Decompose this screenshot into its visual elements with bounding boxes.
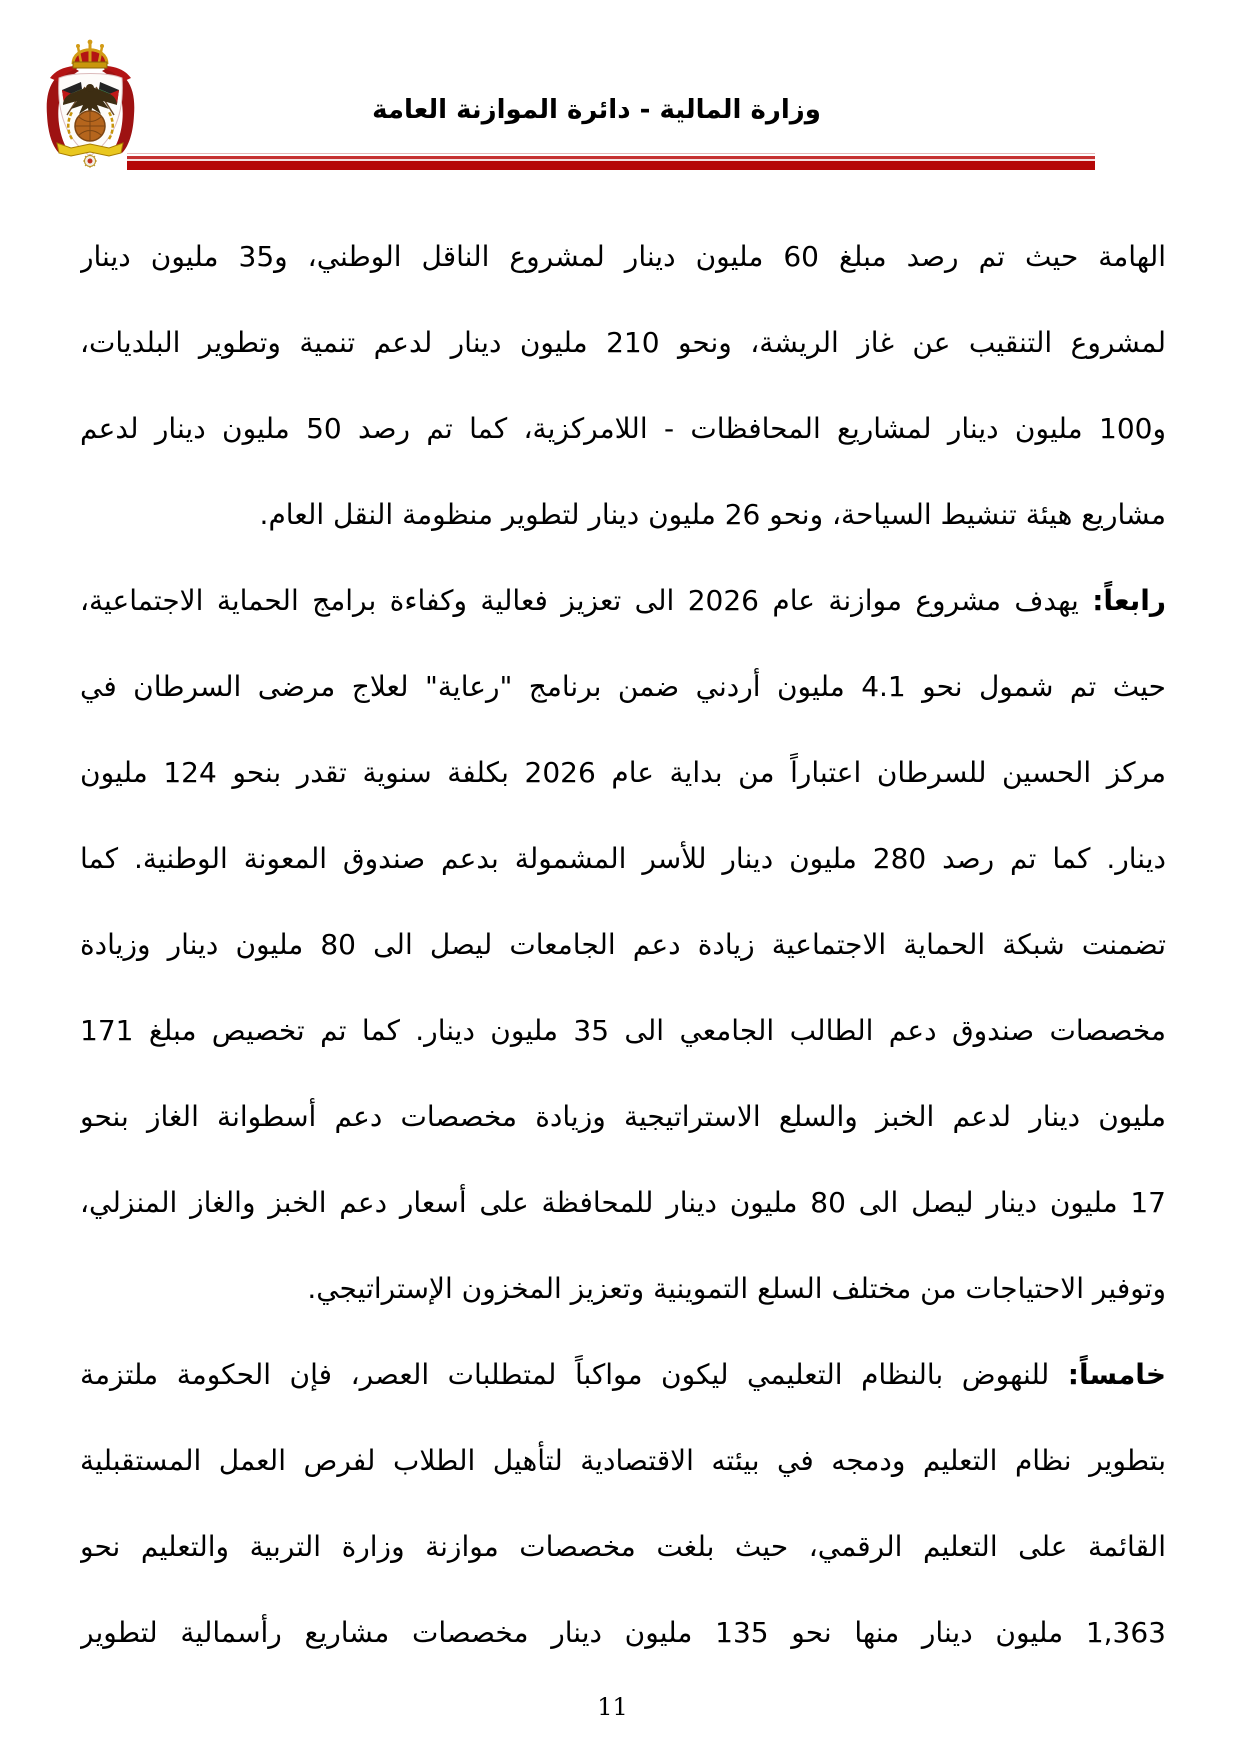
paragraph-line: تضمنت شبكة الحماية الاجتماعية زيادة دعم الجامعات ليصل الى 80 مليون دينار وزيادة — [80, 928, 1166, 961]
paragraph-line: مليون دينار لدعم الخبز والسلع الاستراتيجية وزيادة مخصصات دعم أسطوانة الغاز بنحو — [80, 1100, 1166, 1133]
paragraph-line: 1,363 مليون دينار منها نحو 135 مليون دينار مخصصات مشاريع رأسمالية لتطوير — [80, 1616, 1166, 1649]
line-text: يهدف مشروع موازنة عام 2026 الى تعزيز فعالية وكفاءة برامج الحماية الاجتماعية، — [80, 584, 1093, 617]
paragraph-line: لمشروع التنقيب عن غاز الريشة، ونحو 210 مليون دينار لدعم تنمية وتطوير البلديات، — [80, 326, 1166, 359]
section-marker-fifth: خامساً: — [1067, 1358, 1166, 1391]
paragraph-line — [80, 1332, 1166, 1418]
paragraph-line — [80, 558, 1166, 644]
paragraph-line: مركز الحسين للسرطان اعتباراً من بداية عام 2026 بكلفة سنوية تقدر بنحو 124 مليون — [80, 756, 1166, 789]
paragraph-line: حيث تم شمول نحو 4.1 مليون أردني ضمن برنامج "رعاية" لعلاج مرضى السرطان في — [80, 670, 1166, 703]
paragraph-line: الهامة حيث تم رصد مبلغ 60 مليون دينار لمشروع الناقل الوطني، و35 مليون دينار — [80, 240, 1166, 273]
paragraph-line: 17 مليون دينار ليصل الى 80 مليون دينار للمحافظة على أسعار دعم الخبز والغاز المنزلي، — [80, 1186, 1166, 1219]
section-marker-fourth: رابعاً: — [1092, 584, 1166, 617]
document-body — [80, 214, 1166, 1676]
page-number: 11 — [597, 1693, 628, 1721]
paragraph-line: وتوفير الاحتياجات من مختلف السلع التموينية وتعزيز المخزون الإستراتيجي. — [307, 1272, 1166, 1305]
paragraph-line: دينار. كما تم رصد 280 مليون دينار للأسر المشمولة بدعم صندوق المعونة الوطنية. كما — [80, 842, 1166, 875]
page-header-title: وزارة المالية - دائرة الموازنة العامة — [372, 95, 821, 125]
paragraph-line: القائمة على التعليم الرقمي، حيث بلغت مخصصات موازنة وزارة التربية والتعليم نحو — [80, 1530, 1166, 1563]
line-text: للنهوض بالنظام التعليمي ليكون مواكباً لمتطلبات العصر، فإن الحكومة ملتزمة — [80, 1358, 1068, 1391]
paragraph-line: بتطوير نظام التعليم ودمجه في بيئته الاقتصادية لتأهيل الطلاب لفرص العمل المستقبلية — [80, 1444, 1166, 1477]
header-divider — [127, 153, 1095, 170]
paragraph-line: و100 مليون دينار لمشاريع المحافظات - اللامركزية، كما تم رصد 50 مليون دينار لدعم — [80, 412, 1166, 445]
paragraph-line: مخصصات صندوق دعم الطالب الجامعي الى 35 مليون دينار. كما تم تخصيص مبلغ 171 — [80, 1014, 1166, 1047]
paragraph-line: مشاريع هيئة تنشيط السياحة، ونحو 26 مليون دينار لتطوير منظومة النقل العام. — [259, 498, 1166, 531]
